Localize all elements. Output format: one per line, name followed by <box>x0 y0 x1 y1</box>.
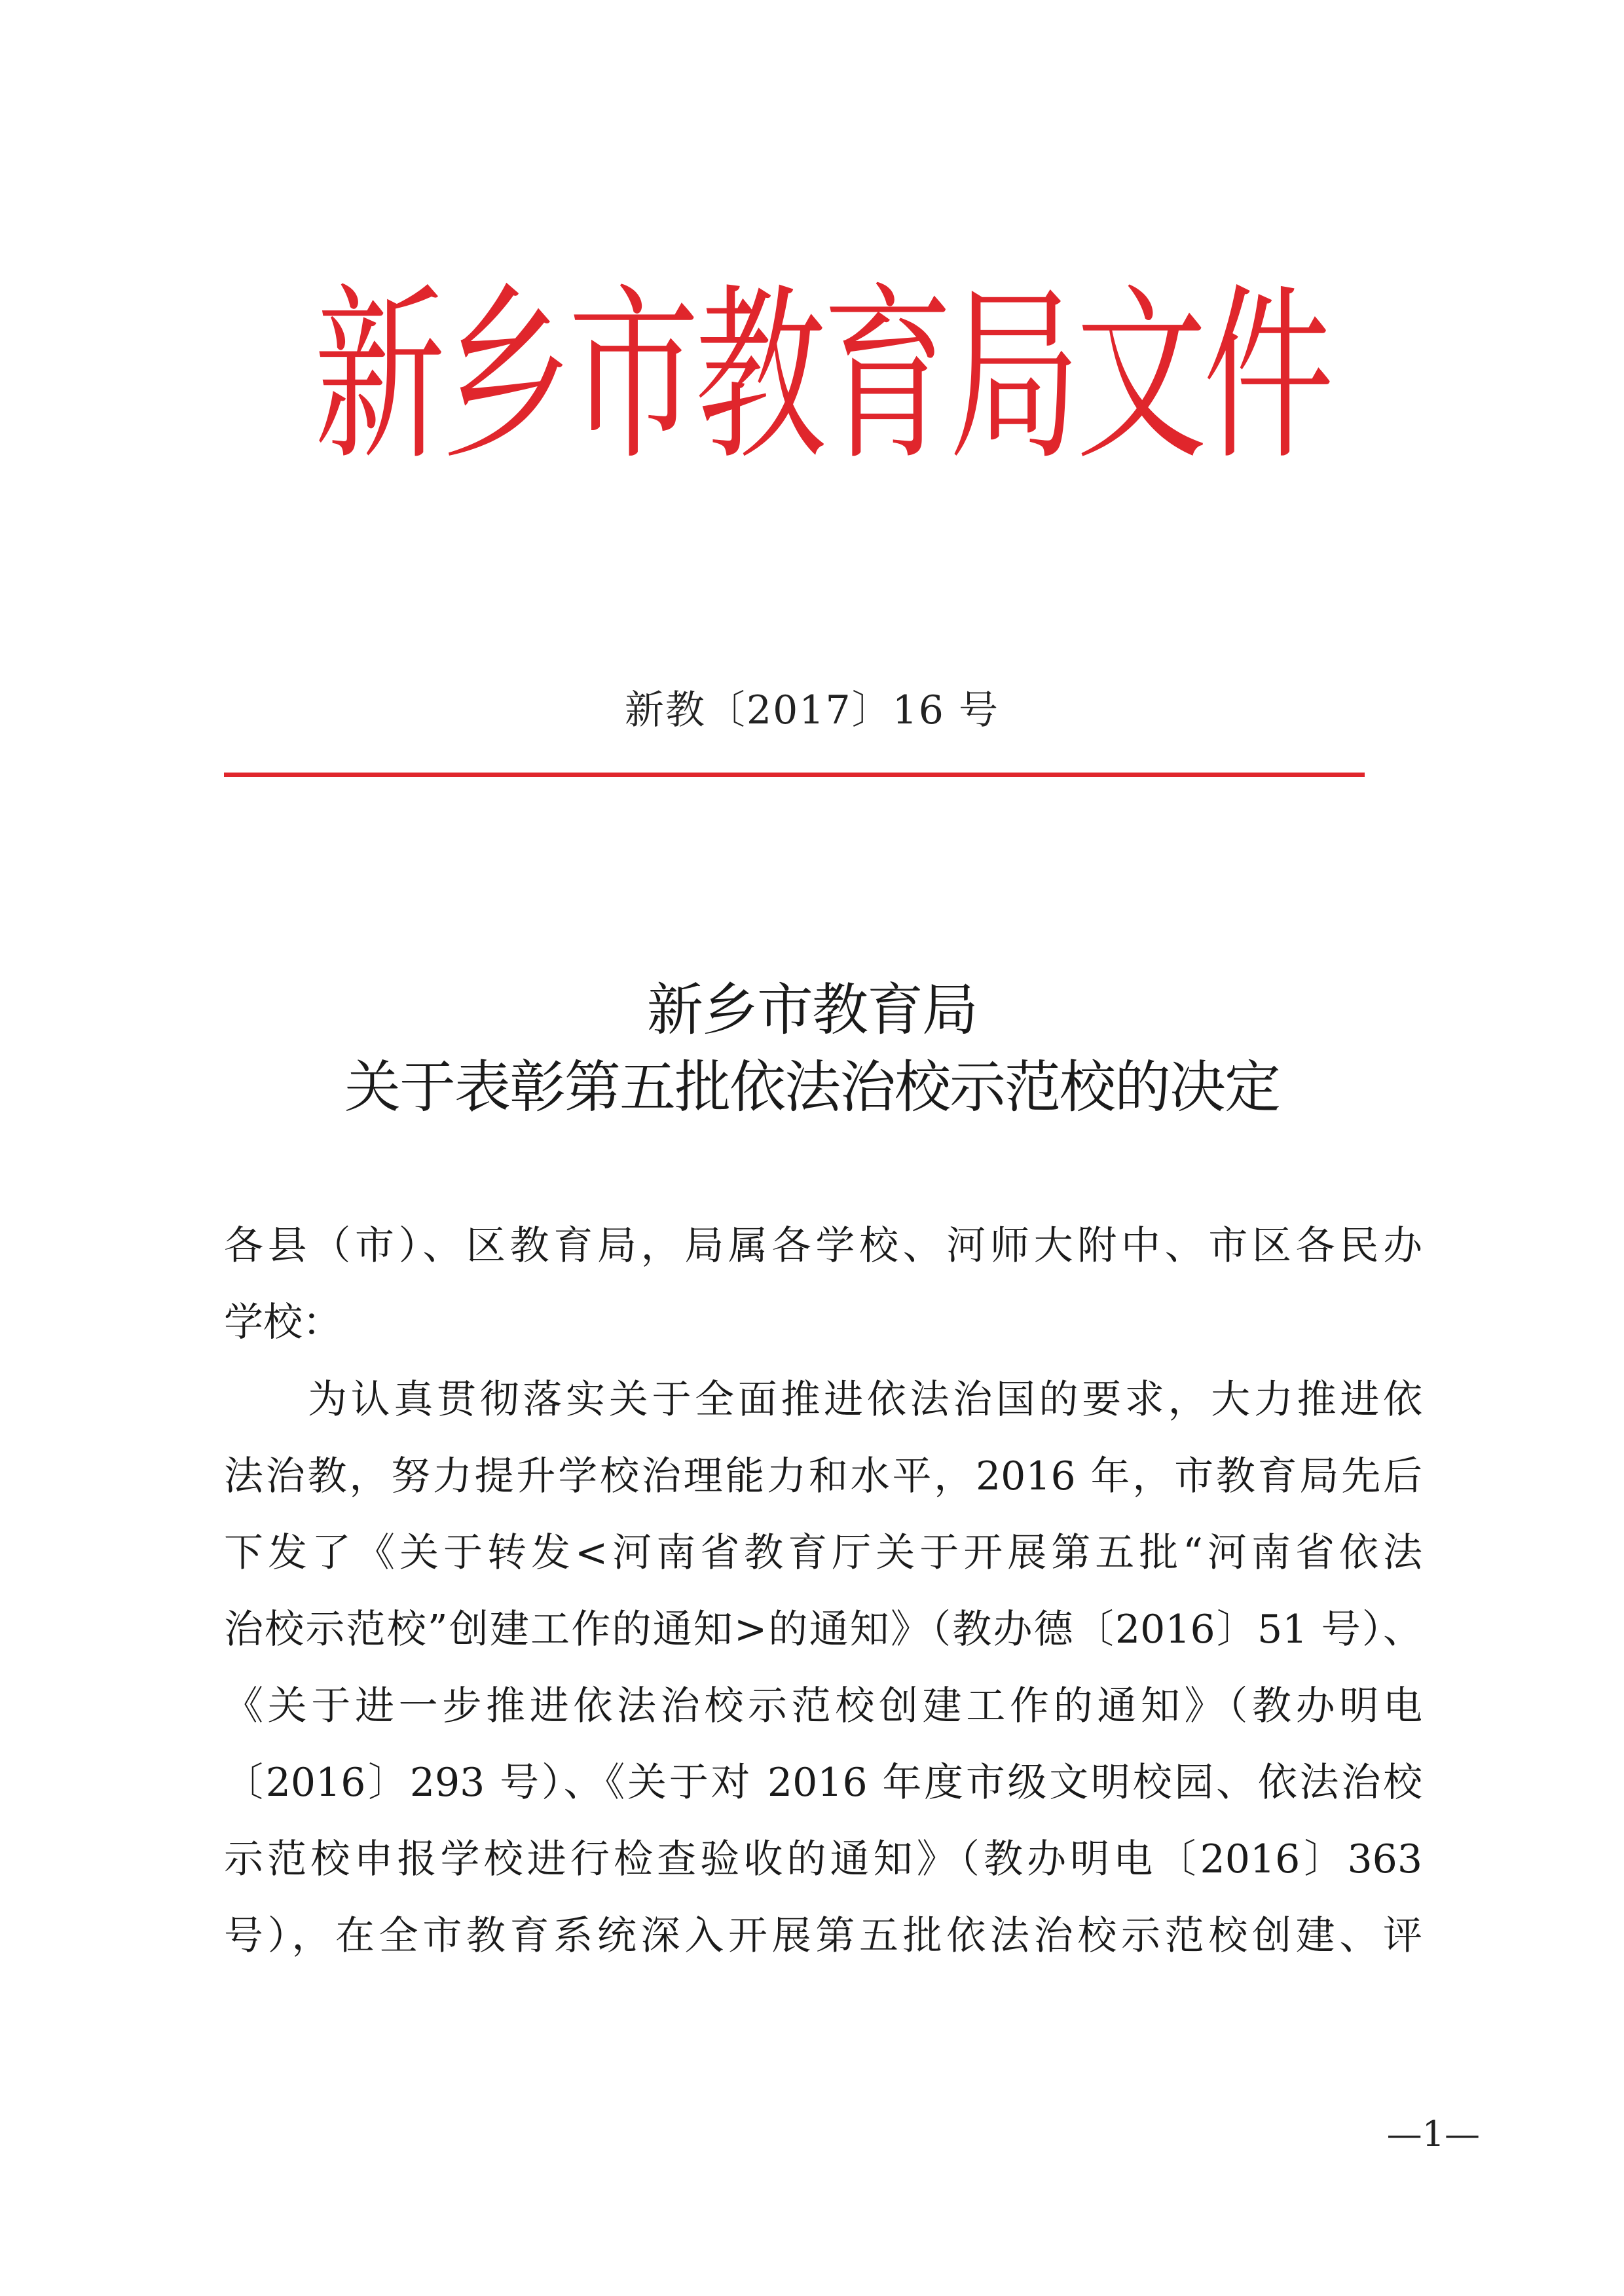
paragraph-line: 下发了《关于转发<河南省教育厅关于开展第五批“河南省依法 <box>224 1530 1422 1576</box>
salutation-line: 各县（市）、区教育局，局属各学校、河师大附中、市区各民办 <box>224 1223 1422 1269</box>
document-number: 新教〔2017〕16 号 <box>624 687 1000 733</box>
salutation-line: 学校： <box>224 1300 342 1345</box>
document-title-line-2: 关于表彰第五批依法治校示范校的决定 <box>344 1055 1280 1120</box>
paragraph-line: 号），在全市教育系统深入开展第五批依法治校示范校创建、评 <box>224 1913 1422 1959</box>
paragraph-line: 示范校申报学校进行检查验收的通知》（教办明电〔2016〕363 <box>224 1836 1422 1882</box>
body-paragraph <box>224 1362 1422 1975</box>
paragraph-line: 治校示范校”创建工作的通知>的通知》（教办德〔2016〕51 号）、 <box>224 1607 1422 1652</box>
paragraph-line: 为认真贯彻落实关于全面推进依法治国的要求，大力推进依 <box>308 1377 1422 1423</box>
paragraph-line: 《关于进一步推进依法治校示范校创建工作的通知》（教办明电 <box>224 1683 1422 1729</box>
paragraph-line: 法治教，努力提升学校治理能力和水平，2016 年，市教育局先后 <box>224 1453 1422 1499</box>
salutation <box>224 1208 1422 1361</box>
paragraph-line: 〔2016〕293 号）、《关于对 2016 年度市级文明校园、依法治校 <box>224 1760 1422 1806</box>
page-number: —1— <box>1386 2113 1480 2155</box>
masthead-title: 新乡市教育局文件 <box>314 266 1331 486</box>
red-divider-rule <box>224 773 1365 777</box>
document-title-line-1: 新乡市教育局 <box>647 977 977 1043</box>
